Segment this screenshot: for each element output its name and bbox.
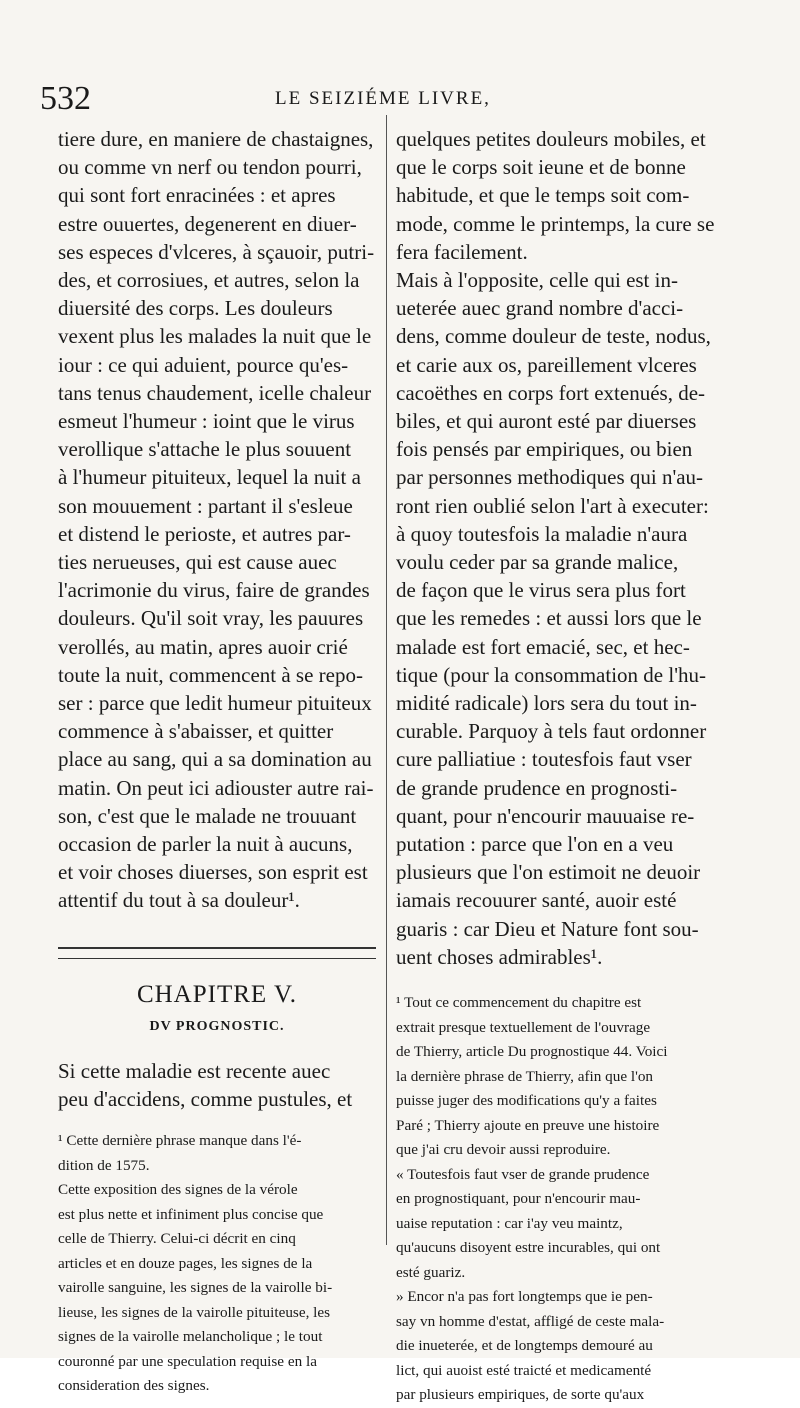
text-line: à l'humeur pituiteux, lequel la nuit a [58,465,361,490]
text-line: ront rien oublié selon l'art à executer: [396,493,709,518]
text-line: Mais à l'opposite, celle qui est in- [396,268,678,293]
text-line: habitude, et que le temps soit com- [396,183,690,208]
footnote-line: couronné par une speculation requise en la [58,1352,317,1370]
footnote-line: esté guariz. [396,1263,466,1281]
footnote-line: de Thierry, article Du prognostique 44. Voici [396,1043,668,1061]
text-line: tique (pour la consommation de l'hu- [396,662,706,687]
footnote-line: lieuse, les signes de la vairolle pituiteuse, les [58,1303,331,1321]
text-line: occasion de parler la nuit à aucuns, [58,832,353,857]
footnote-line: celle de Thierry. Celui-ci décrit en cinq [58,1230,296,1248]
text-line: son, c'est que le malade ne trouuant [58,803,357,828]
chapter-title: CHAPITRE V. [136,980,298,1008]
footnote-line: la dernière phrase de Thierry, afin que l'on [396,1067,654,1085]
text-line: cacoëthes en corps fort extenués, de- [396,380,706,405]
footnote-line: dition de 1575. [58,1156,150,1174]
text-line: mode, comme le printemps, la cure se [396,211,715,236]
text-line: voulu ceder par sa grande malice, [396,550,679,575]
text-line: et voir choses diuerses, son esprit est [58,860,368,885]
footnote-line: articles et en douze pages, les signes de la [58,1254,313,1272]
footnote-line: die inueterée, et de longtemps demouré au [396,1337,653,1355]
text-line: verollés, au matin, apres auoir crié [58,634,348,659]
footnote-line: « Toutesfois faut vser de grande prudence [396,1165,650,1183]
footnote-line: Paré ; Thierry ajoute en preuve une histoire [396,1116,660,1134]
left-footnotes [58,1129,376,1399]
footnote-line: est plus nette et infiniment plus concise que [58,1205,324,1223]
text-line: par personnes methodiques qui n'au- [396,465,704,490]
footnote-line: ¹ Tout ce commencement du chapitre est [396,994,642,1012]
text-line: curable. Parquoy à tels faut ordonner [396,719,707,744]
text-line: uent choses admirables¹. [396,944,603,969]
text-line: toute la nuit, commencent à se repo- [58,662,363,687]
text-line: des, et corrosiues, et autres, selon la [58,268,360,293]
text-line: plusieurs que l'on estimoit ne deuoir [396,860,701,885]
footnote-line: en prognostiquant, pour n'encourir mau- [396,1190,641,1208]
text-line: fois pensés par empiriques, ou bien [396,437,693,462]
text-line: malade est fort emacié, sec, et hec- [396,634,690,659]
text-line: ueterée auec grand nombre d'acci- [396,296,684,321]
text-line: quelques petites douleurs mobiles, et [396,127,706,151]
footnote-line: que j'ai cru devoir aussi reproduire. [396,1141,611,1159]
text-line: diuersité des corps. Les douleurs [58,296,333,321]
text-line: ser : parce que ledit humeur pituiteux [58,691,372,716]
text-line: quant, pour n'encourir mauuaise re- [396,803,695,828]
text-line: biles, et qui auront esté par diuerses [396,409,697,434]
text-line: midité radicale) lors sera du tout in- [396,691,697,716]
running-title: LE SEIZIÉME LIVRE, [275,88,491,109]
text-line: que les remedes : et aussi lors que le [396,606,702,631]
footnote-line: extrait presque textuellement de l'ouvrage [396,1018,651,1036]
text-line: peu d'accidens, comme pustules, et [58,1086,353,1111]
text-line: et distend le perioste, et autres par- [58,521,351,546]
text-line: de grande prudence en prognosti- [396,775,678,800]
text-line: tans tenus chaudement, icelle chaleur [58,380,372,405]
footnote-line: vairolle sanguine, les signes de la vairolle bi- [58,1279,333,1297]
text-line: l'acrimonie du virus, faire de grandes [58,578,370,603]
text-line: ties nerueuses, qui est cause auec [58,550,337,575]
footnote-line: Cette exposition des signes de la vérole [58,1181,298,1199]
text-line: cure palliatiue : toutesfois faut vser [396,747,692,772]
footnote-line: lict, qui auoist esté traicté et medicamenté [396,1361,652,1379]
text-line: fera facilement. [396,239,528,264]
footnote-line: puisse juger des modifications qu'y a faites [396,1092,657,1110]
text-line: ses especes d'vlceres, à sçauoir, putri- [58,239,375,264]
text-line: son mouuement : partant il s'esleue [58,493,353,518]
page-number: 532 [40,80,91,117]
text-line: Si cette maladie est recente auec [58,1058,331,1083]
footnote-line: uaise reputation : car i'ay veu maintz, [396,1214,623,1232]
chapter-rule [58,947,376,959]
text-line: à quoy toutesfois la maladie n'aura [396,521,688,546]
text-line: attentif du tout à sa douleur¹. [58,888,300,913]
text-line: de façon que le virus sera plus fort [396,578,686,603]
footnote-line: ¹ Cette dernière phrase manque dans l'é- [58,1132,302,1150]
text-line: iour : ce qui aduient, pource qu'es- [58,352,349,377]
text-line: vexent plus les malades la nuit que le [58,324,372,349]
text-line: matin. On peut ici adiouster autre rai- [58,775,374,800]
text-line: dens, comme douleur de teste, nodus, [396,324,711,349]
text-line: qui sont fort enracinées : et apres [58,183,336,208]
text-line: iamais recouurer santé, auoir esté [396,888,677,913]
text-line: commence à s'abaisser, et quitter [58,719,334,744]
text-line: place au sang, qui a sa domination au [58,747,372,772]
left-body-text [58,125,376,915]
footnote-line: signes de la vairolle melancholique ; le tout [58,1328,323,1346]
footnote-line: par plusieurs empiriques, de sorte qu'aux [396,1386,645,1404]
text-line: putation : parce que l'on en a veu [396,832,674,857]
footnote-line: say vn homme d'estat, affligé de ceste mala- [396,1312,665,1330]
text-line: verollique s'attache le plus souuent [58,437,352,462]
footnote-line: consideration des signes. [58,1377,210,1395]
left-column [58,125,376,1399]
footnote-line: qu'aucuns disoyent estre incurables, qui ont [396,1239,661,1257]
text-line: esmeut l'humeur : ioint que le virus [58,409,355,434]
right-body-text [396,125,736,971]
right-footnotes [396,991,736,1408]
right-column [396,125,736,1408]
footnote-line: » Encor n'a pas fort longtemps que ie pen- [396,1288,653,1306]
text-line: guaris : car Dieu et Nature font sou- [396,916,699,941]
section-title: DV PROGNOSTIC. [149,1018,285,1034]
text-line: ou comme vn nerf ou tendon pourri, [58,155,362,180]
text-line: que le corps soit ieune et de bonne [396,155,686,180]
column-divider [386,115,387,1245]
page-header [40,80,770,118]
text-line: et carie aux os, pareillement vlceres [396,352,697,377]
chapter-body-text [58,1057,376,1113]
text-line: douleurs. Qu'il soit vray, les pauures [58,606,364,631]
text-line: estre ouuertes, degenerent en diuer- [58,211,357,236]
text-line: tiere dure, en maniere de chastaignes, [58,127,374,151]
